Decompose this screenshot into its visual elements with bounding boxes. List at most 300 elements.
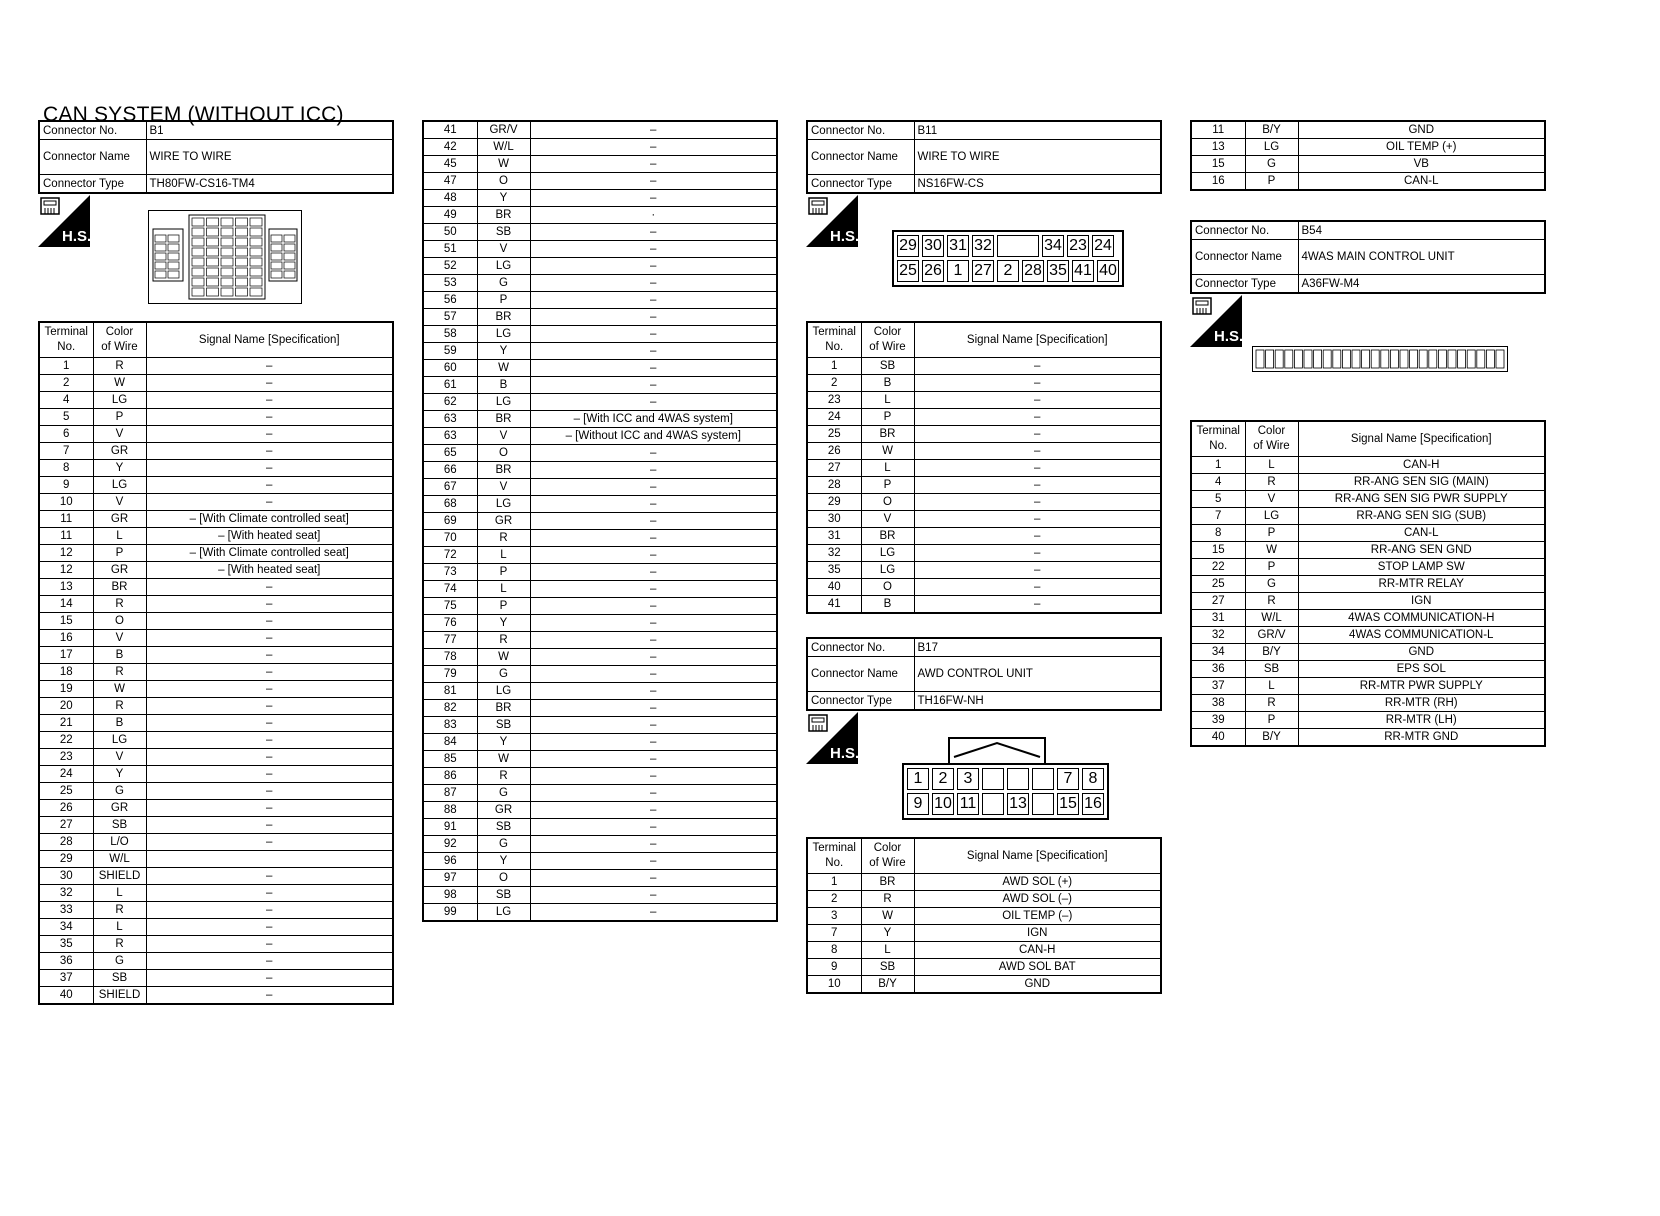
terminal-no: 31 [807, 528, 861, 545]
table-row [1191, 661, 1545, 678]
table-row [423, 275, 777, 292]
signal-name: – [530, 581, 777, 598]
connector-pin: 15 [1057, 793, 1079, 815]
wire-color: L [1245, 457, 1298, 474]
signal-name: – [530, 360, 777, 377]
signal-name: – [530, 632, 777, 649]
b54-connector-no: B54 [1298, 221, 1545, 240]
table-row [423, 547, 777, 564]
b11-terminal-table: Terminal No. Color of Wire Signal Name [Specification] 1 SB – 2 B – 23 L – 24 P – 25 BR – 26 W – 27 L – 28 P – 29 O – 30 V – 31 BR – 32 LG – 35 LG – 40 O – 41 B – [806, 321, 1162, 614]
terminal-no: 23 [807, 392, 861, 409]
signal-name: – [914, 494, 1161, 511]
terminal-no: 16 [1191, 173, 1245, 191]
signal-name: · [530, 207, 777, 224]
connector-pin: 28 [1022, 260, 1044, 282]
signal-name: – [530, 139, 777, 156]
signal-name: RR-ANG SEN SIG (SUB) [1298, 508, 1545, 525]
connector-pin [982, 793, 1004, 815]
table-row [39, 358, 393, 375]
page-title: CAN SYSTEM (WITHOUT ICC) [43, 103, 344, 126]
signal-name: – [530, 530, 777, 547]
signal-name: – [914, 562, 1161, 579]
label-connector-type: Connector Type [1191, 275, 1298, 294]
b17-connector-type: TH16FW-NH [914, 692, 1161, 711]
terminal-no: 7 [1191, 508, 1245, 525]
table-row [807, 409, 1161, 426]
connector-pin: 35 [1047, 260, 1069, 282]
table-row [1191, 729, 1545, 747]
table-row [39, 936, 393, 953]
connector-pin: 2 [932, 768, 954, 790]
connector-pin: 31 [947, 235, 969, 257]
wire-color: W [477, 360, 530, 377]
wire-color: GR [93, 800, 146, 817]
label-connector-no: Connector No. [39, 121, 146, 140]
signal-name: – [146, 375, 393, 392]
table-row [807, 579, 1161, 596]
table-row [39, 834, 393, 851]
wire-color: L [477, 547, 530, 564]
terminal-no: 92 [423, 836, 477, 853]
connector-pin: 16 [1082, 793, 1104, 815]
signal-name: – [530, 768, 777, 785]
wire-color: Y [93, 460, 146, 477]
signal-name: IGN [914, 925, 1161, 942]
table-row [39, 783, 393, 800]
table-row [39, 460, 393, 477]
signal-name: – [530, 224, 777, 241]
connector-pin [1007, 768, 1029, 790]
terminal-no: 30 [39, 868, 93, 885]
terminal-no: 60 [423, 360, 477, 377]
table-row [423, 309, 777, 326]
connector-pin: 27 [972, 260, 994, 282]
label-connector-name: Connector Name [807, 140, 914, 175]
table-row [423, 173, 777, 190]
table-row [39, 494, 393, 511]
signal-name: – [530, 649, 777, 666]
signal-name: – [530, 309, 777, 326]
terminal-no: 82 [423, 700, 477, 717]
wire-color: SB [477, 819, 530, 836]
table-row [807, 874, 1161, 891]
signal-name: – [530, 377, 777, 394]
table-row [39, 885, 393, 902]
wire-color: P [1245, 173, 1298, 191]
table-row [39, 919, 393, 936]
signal-name: AWD SOL BAT [914, 959, 1161, 976]
table-row [39, 613, 393, 630]
table-row [39, 817, 393, 834]
signal-name: – [530, 394, 777, 411]
signal-name: – [146, 919, 393, 936]
terminal-no: 87 [423, 785, 477, 802]
terminal-no: 45 [423, 156, 477, 173]
wire-color: O [861, 579, 914, 596]
signal-name: – [146, 953, 393, 970]
terminal-no: 81 [423, 683, 477, 700]
wire-color: L/O [93, 834, 146, 851]
terminal-no: 4 [1191, 474, 1245, 491]
terminal-no: 38 [1191, 695, 1245, 712]
connector-pin: 1 [947, 260, 969, 282]
terminal-no: 15 [39, 613, 93, 630]
signal-name: – [914, 460, 1161, 477]
signal-name: – [530, 887, 777, 904]
wire-color: GR [93, 443, 146, 460]
wire-color: Y [93, 766, 146, 783]
wire-color: LG [1245, 508, 1298, 525]
signal-name: – [146, 698, 393, 715]
table-row [423, 853, 777, 870]
wire-color: V [861, 511, 914, 528]
terminal-no: 8 [807, 942, 861, 959]
terminal-no: 41 [807, 596, 861, 614]
signal-name: – [530, 785, 777, 802]
table-row [423, 513, 777, 530]
terminal-no: 18 [39, 664, 93, 681]
wire-color: SB [861, 959, 914, 976]
b11-connector-face [892, 230, 1124, 287]
wire-color: R [93, 902, 146, 919]
terminal-no: 79 [423, 666, 477, 683]
table-row [423, 615, 777, 632]
table-row [39, 800, 393, 817]
signal-name: – [530, 241, 777, 258]
table-row [807, 959, 1161, 976]
wire-color: BR [477, 309, 530, 326]
b11-info-table [806, 120, 1162, 194]
signal-name: – [146, 732, 393, 749]
b54-terminal-table: Terminal No. Color of Wire Signal Name [Specification] 1 L CAN-H 4 R RR-ANG SEN SIG (MAIN) 5 V RR-ANG SEN SIG PWR SUPPLY 7 LG RR-ANG SEN SIG (SUB) 8 P CAN-L 15 W RR-ANG SEN GND 22 P STOP LAMP SW 25 G RR-MTR RELAY 27 R IGN 31 W/L 4WAS COMMUNICATION-H 32 GR/V 4WAS COMMUNICATION-L 34 B/Y GND 36 SB EPS SOL 37 L RR-MTR PWR SUPPLY 38 R RR-MTR (RH) 39 P RR-MTR (LH) 40 B/Y RR-MTR GND [1190, 420, 1546, 747]
terminal-no: 25 [39, 783, 93, 800]
signal-name: CAN-H [914, 942, 1161, 959]
signal-name: EPS SOL [1298, 661, 1545, 678]
terminal-no: 84 [423, 734, 477, 751]
b1-info-table [38, 120, 394, 194]
wire-color: W/L [477, 139, 530, 156]
terminal-no: 72 [423, 547, 477, 564]
wire-color: L [93, 919, 146, 936]
terminal-no: 29 [807, 494, 861, 511]
wire-color: W [861, 908, 914, 925]
signal-name: – [530, 615, 777, 632]
signal-name: AWD SOL (+) [914, 874, 1161, 891]
table-row [39, 375, 393, 392]
signal-name: – [146, 596, 393, 613]
table-row [807, 925, 1161, 942]
signal-name: – [530, 190, 777, 207]
label-connector-no: Connector No. [1191, 221, 1298, 240]
table-row [423, 581, 777, 598]
b17-terminal-table: Terminal No. Color of Wire Signal Name [Specification] 1 BR AWD SOL (+) 2 R AWD SOL (–) 3 W OIL TEMP (–) 7 Y IGN 8 L CAN-H 9 SB AWD SOL BAT 10 B/Y GND [806, 837, 1162, 994]
terminal-no: 34 [1191, 644, 1245, 661]
wire-color: B/Y [1245, 121, 1298, 139]
table-row [423, 241, 777, 258]
wire-color: V [477, 241, 530, 258]
table-row [39, 970, 393, 987]
signal-name: – [Without ICC and 4WAS system] [530, 428, 777, 445]
b11-connector-type: NS16FW-CS [914, 175, 1161, 194]
svg-text:H.S.: H.S. [830, 745, 858, 762]
terminal-no: 11 [39, 528, 93, 545]
wire-color: SB [477, 224, 530, 241]
wire-color: W/L [93, 851, 146, 868]
connector-pin [997, 235, 1039, 257]
signal-name: – [146, 613, 393, 630]
table-row [1191, 474, 1545, 491]
table-row [423, 819, 777, 836]
signal-name: – [With ICC and 4WAS system] [530, 411, 777, 428]
table-row [1191, 712, 1545, 729]
b17-connector-face [902, 737, 1109, 820]
signal-name: – [914, 511, 1161, 528]
table-row [423, 564, 777, 581]
b17-terminal-table-2 [1190, 120, 1546, 191]
terminal-no: 2 [807, 375, 861, 392]
terminal-no: 26 [39, 800, 93, 817]
signal-name: STOP LAMP SW [1298, 559, 1545, 576]
signal-name: – [530, 904, 777, 922]
table-row [423, 496, 777, 513]
wire-color: R [1245, 474, 1298, 491]
terminal-no: 8 [1191, 525, 1245, 542]
terminal-no: 23 [39, 749, 93, 766]
connector-pin: 34 [1042, 235, 1064, 257]
wire-color: Y [477, 734, 530, 751]
terminal-no: 33 [39, 902, 93, 919]
signal-name: – [530, 819, 777, 836]
terminal-no: 58 [423, 326, 477, 343]
table-row [423, 207, 777, 224]
table-row [807, 443, 1161, 460]
signal-name: VB [1298, 156, 1545, 173]
wire-color: SB [1245, 661, 1298, 678]
signal-name: – [530, 802, 777, 819]
terminal-no: 12 [39, 545, 93, 562]
signal-name: GND [914, 976, 1161, 994]
table-row [423, 598, 777, 615]
wire-color: BR [477, 411, 530, 428]
signal-name: – [146, 715, 393, 732]
signal-name: – [914, 358, 1161, 375]
wire-color: R [1245, 695, 1298, 712]
table-row [39, 579, 393, 596]
wire-color: SB [861, 358, 914, 375]
terminal-no: 24 [807, 409, 861, 426]
terminal-no: 69 [423, 513, 477, 530]
table-row [39, 511, 393, 528]
connector-b17 [806, 637, 1162, 990]
wire-color: G [477, 836, 530, 853]
table-row [807, 426, 1161, 443]
wire-color: LG [477, 394, 530, 411]
b11-connector-no: B11 [914, 121, 1161, 140]
table-row [423, 190, 777, 207]
signal-name: – [914, 443, 1161, 460]
terminal-no: 36 [39, 953, 93, 970]
table-row [423, 717, 777, 734]
terminal-no: 6 [39, 426, 93, 443]
signal-name: – [914, 409, 1161, 426]
signal-name: RR-MTR RELAY [1298, 576, 1545, 593]
signal-name: – [146, 800, 393, 817]
wire-color: B [93, 647, 146, 664]
signal-name: – [530, 734, 777, 751]
wire-color: V [93, 630, 146, 647]
terminal-no: 1 [807, 874, 861, 891]
table-row [423, 377, 777, 394]
terminal-no: 15 [1191, 542, 1245, 559]
wire-color: P [861, 409, 914, 426]
wire-color: BR [477, 700, 530, 717]
terminal-no: 10 [807, 976, 861, 994]
table-row [423, 700, 777, 717]
signal-name: – [146, 817, 393, 834]
table-row [807, 460, 1161, 477]
wire-color: BR [861, 874, 914, 891]
terminal-no: 32 [1191, 627, 1245, 644]
table-row [807, 477, 1161, 494]
connector-pin: 7 [1057, 768, 1079, 790]
table-row [423, 428, 777, 445]
wire-color: O [477, 445, 530, 462]
label-connector-no: Connector No. [807, 121, 914, 140]
table-row [1191, 121, 1545, 139]
terminal-no: 83 [423, 717, 477, 734]
table-row [39, 664, 393, 681]
table-row [423, 258, 777, 275]
table-row [39, 953, 393, 970]
table-row [1191, 457, 1545, 474]
terminal-no: 4 [39, 392, 93, 409]
b1-terminal-table: Terminal No. Color of Wire Signal Name [Specification] 1 R – 2 W – 4 LG – 5 P – 6 V – 7 GR – 8 Y – 9 LG – 10 V – 11 GR – [With Climate controlled seat] 11 L – [With heated seat] 12 P – [With Climate controlled seat] 12 GR – [With heated seat] 13 BR – 14 R – 15 O – 16 V – 17 B – 18 R – 19 W – 20 R – 21 B – 22 LG – 23 V – 24 Y – 25 G – 26 GR – 27 SB – 28 L/O – 29 W/L 30 SHIELD – 32 L – 33 R – 34 L – 35 R – 36 G – 37 SB – 40 SHIELD – [38, 321, 394, 1005]
wire-color: Y [477, 343, 530, 360]
connector-pin: 11 [957, 793, 979, 815]
terminal-no: 49 [423, 207, 477, 224]
signal-name: – [914, 528, 1161, 545]
table-row [1191, 491, 1545, 508]
table-row [39, 902, 393, 919]
wire-color: P [1245, 525, 1298, 542]
table-row [807, 562, 1161, 579]
terminal-no: 7 [807, 925, 861, 942]
signal-name: – [530, 513, 777, 530]
wire-color: V [93, 426, 146, 443]
terminal-no: 63 [423, 428, 477, 445]
connector-pin: 23 [1067, 235, 1089, 257]
terminal-no: 14 [39, 596, 93, 613]
signal-name: – [146, 647, 393, 664]
b54-info-table [1190, 220, 1546, 294]
b1-connector-name: WIRE TO WIRE [146, 140, 393, 175]
b54-connector-face [1252, 346, 1508, 372]
wire-color: W [93, 681, 146, 698]
signal-name: RR-MTR (RH) [1298, 695, 1545, 712]
signal-name: – [530, 870, 777, 887]
table-row [1191, 610, 1545, 627]
table-row [423, 649, 777, 666]
table-row [807, 375, 1161, 392]
terminal-no: 13 [1191, 139, 1245, 156]
terminal-no: 1 [39, 358, 93, 375]
wire-color: L [93, 885, 146, 902]
table-row [39, 766, 393, 783]
signal-name: – [530, 836, 777, 853]
signal-name: GND [1298, 121, 1545, 139]
signal-name: – [914, 596, 1161, 614]
table-row [807, 528, 1161, 545]
terminal-no: 98 [423, 887, 477, 904]
terminal-no: 13 [39, 579, 93, 596]
connector-b1 [38, 120, 394, 1001]
table-row [423, 802, 777, 819]
signal-name: RR-ANG SEN SIG (MAIN) [1298, 474, 1545, 491]
signal-name: – [530, 666, 777, 683]
wire-color: R [477, 768, 530, 785]
b54-connector-name: 4WAS MAIN CONTROL UNIT [1298, 240, 1545, 275]
table-row [1191, 678, 1545, 695]
label-connector-name: Connector Name [1191, 240, 1298, 275]
signal-name: – [530, 462, 777, 479]
wire-color: G [1245, 156, 1298, 173]
terminal-no: 57 [423, 309, 477, 326]
wire-color: L [861, 942, 914, 959]
wire-color: O [93, 613, 146, 630]
terminal-no: 12 [39, 562, 93, 579]
terminal-no: 47 [423, 173, 477, 190]
signal-name: – [530, 564, 777, 581]
connector-pin [1032, 793, 1054, 815]
terminal-no: 52 [423, 258, 477, 275]
table-row [423, 632, 777, 649]
terminal-no: 35 [807, 562, 861, 579]
terminal-no: 22 [1191, 559, 1245, 576]
terminal-no: 86 [423, 768, 477, 785]
signal-name: – [530, 173, 777, 190]
signal-name: – [530, 343, 777, 360]
terminal-no: 48 [423, 190, 477, 207]
wire-color: LG [1245, 139, 1298, 156]
wire-color: R [477, 530, 530, 547]
connector-pin: 32 [972, 235, 994, 257]
wire-color: P [93, 409, 146, 426]
terminal-no: 28 [807, 477, 861, 494]
wire-color: P [93, 545, 146, 562]
signal-name: – [530, 700, 777, 717]
terminal-no: 40 [1191, 729, 1245, 747]
wire-color: L [861, 460, 914, 477]
signal-name: CAN-L [1298, 525, 1545, 542]
terminal-no: 40 [807, 579, 861, 596]
table-row [1191, 508, 1545, 525]
wire-color: G [93, 783, 146, 800]
terminal-no: 1 [807, 358, 861, 375]
signal-name: – [914, 477, 1161, 494]
b11-connector-name: WIRE TO WIRE [914, 140, 1161, 175]
terminal-no: 17 [39, 647, 93, 664]
signal-name: RR-ANG SEN GND [1298, 542, 1545, 559]
connector-pin: 3 [957, 768, 979, 790]
terminal-no: 91 [423, 819, 477, 836]
wire-color: LG [477, 258, 530, 275]
terminal-no: 10 [39, 494, 93, 511]
signal-name: – [146, 630, 393, 647]
wire-color: LG [477, 683, 530, 700]
connector-pin: 2 [997, 260, 1019, 282]
signal-name: – [With Climate controlled seat] [146, 511, 393, 528]
terminal-no: 66 [423, 462, 477, 479]
